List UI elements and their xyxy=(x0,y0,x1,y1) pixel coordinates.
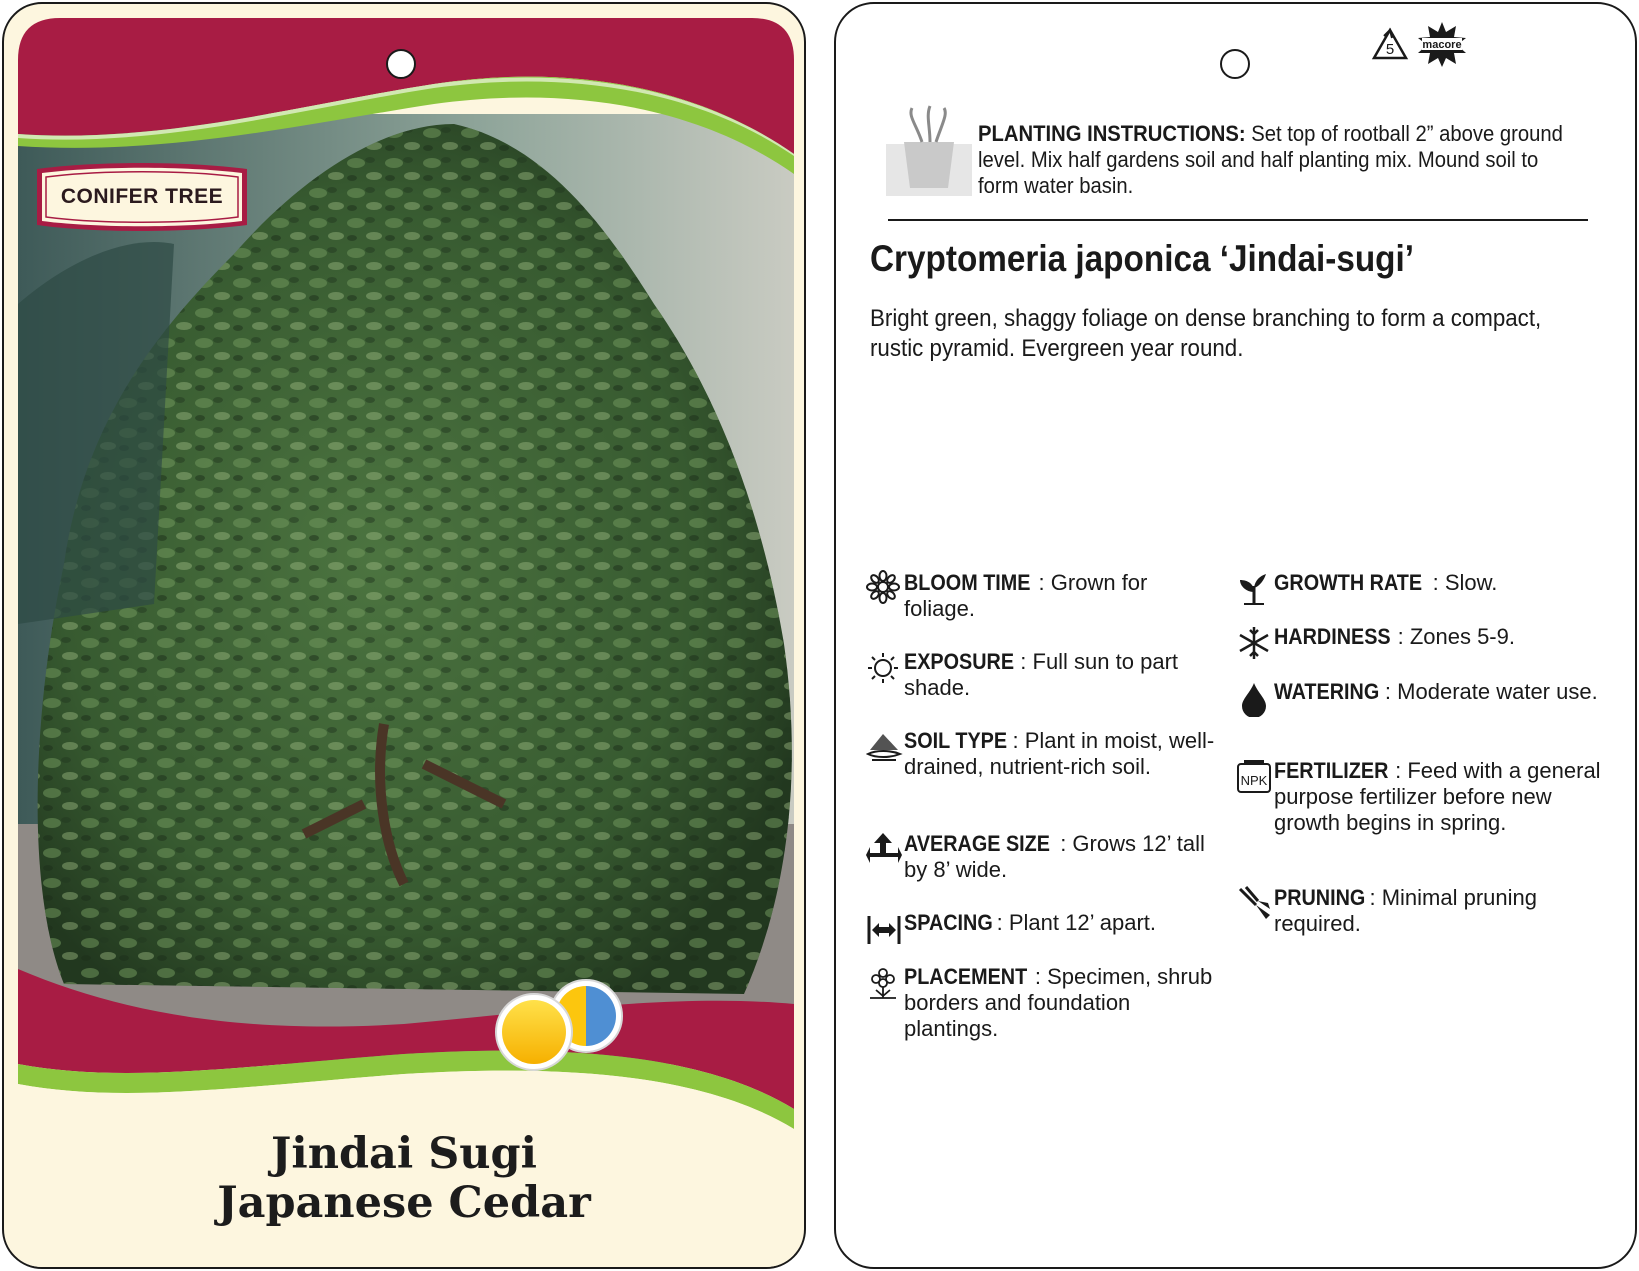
size-icon xyxy=(866,831,904,869)
attr-text: Full sun to part shade. xyxy=(904,649,1179,700)
attr-label: GROWTH RATE xyxy=(1274,570,1423,595)
sun-icon xyxy=(866,649,904,687)
pruners-icon xyxy=(1236,885,1274,923)
attr-label: PRUNING xyxy=(1274,885,1366,910)
soil-icon xyxy=(866,728,904,766)
attr-label: AVERAGE SIZE xyxy=(904,831,1050,856)
attr-text: Feed with a general purpose fertilizer before new growth begins in spring. xyxy=(1274,758,1601,835)
recycle-number: 5 xyxy=(1385,41,1395,58)
attr-text: Plant 12’ apart. xyxy=(1008,910,1157,935)
category-badge xyxy=(35,159,249,235)
attr-label: FERTILIZER xyxy=(1274,758,1389,783)
category-label: CONIFER TREE xyxy=(60,185,224,208)
npk-icon xyxy=(1236,758,1274,796)
placement-icon xyxy=(866,964,904,1002)
hang-hole xyxy=(1220,49,1250,79)
attr-text: Grown for foliage. xyxy=(904,570,1148,621)
attr-label: WATERING xyxy=(1274,679,1380,704)
back-tag: 5 macore PLANTING INSTRUCTIONS: Set top of rootball 2” above ground level. Mix half gardens soil and half planting mix. Mound soil to form water basin. Cryptomeria japonica ‘Jindai-sugi’ Bright green, shaggy foliage on dense branching to form a compact, rustic pyramid. Evergreen year round. BLOOM TIME : Grown for foliage. EXPOSURE : Full sun to part shade. SOIL TYPE : Plant in moist, well-drained, nutrient-rich soil. AVERAGE SIZE : Grows 12’ tall by 8’ wide. SPACING : Plant 12’ apart. PLACEMENT : Specimen, shrub borders and foundation plantings. GROWTH RATE : Slow. HARDINESS : Zones 5-9. WATERING : Moderate water use. NPK FERTILIZER : Feed with a general purpose fertilizer before new growth begins in spring. PRUNING : Minimal pruning required. xyxy=(834,2,1637,1269)
attr-text: Grows 12’ tall by 8’ wide. xyxy=(904,831,1205,882)
front-tag xyxy=(2,2,806,1269)
attr-text: Slow. xyxy=(1444,570,1498,595)
attr-text: Plant in moist, well-drained, nutrient-rich soil. xyxy=(904,728,1215,779)
plant-description: Bright green, shaggy foliage on dense branching to form a compact, rustic pyramid. Evergreen year round. xyxy=(870,305,1542,362)
attr-label: HARDINESS xyxy=(1274,624,1391,649)
spacing-icon xyxy=(866,910,904,948)
botanical-name: Cryptomeria japonica ‘Jindai-sugi’ xyxy=(870,238,1415,279)
attr-label: SPACING xyxy=(904,910,993,935)
hang-hole xyxy=(386,49,416,79)
attr-label: BLOOM TIME xyxy=(904,570,1031,595)
flower-icon xyxy=(866,570,904,608)
attr-label: EXPOSURE xyxy=(904,649,1015,674)
attr-label: SOIL TYPE xyxy=(904,728,1008,753)
planting-label: PLANTING INSTRUCTIONS: xyxy=(978,121,1246,146)
water-drop-icon xyxy=(1236,679,1274,717)
snowflake-icon xyxy=(1236,624,1274,662)
svg-text:NPK: NPK xyxy=(1240,773,1268,788)
divider-rule xyxy=(888,219,1588,221)
planting-instructions xyxy=(978,121,1567,199)
full-sun-icon xyxy=(496,994,572,1070)
attr-label: PLACEMENT xyxy=(904,964,1028,989)
attr-text: Moderate water use. xyxy=(1397,679,1598,704)
macore-logo xyxy=(1416,20,1468,68)
planting-pot-icon xyxy=(886,104,972,196)
brand-name: macore xyxy=(1422,39,1462,51)
recycle-icon xyxy=(1370,26,1410,66)
attr-text: Minimal pruning required. xyxy=(1274,885,1537,936)
planting-text: Set top of rootball 2” above ground level. Mix half gardens soil and half planting mix. Mound soil to form water basin. xyxy=(978,121,1563,198)
attr-text: Specimen, shrub borders and foundation plantings. xyxy=(904,964,1213,1041)
sprout-icon xyxy=(1236,570,1274,608)
common-name-line1: Jindai Sugi xyxy=(271,1129,537,1179)
attr-text: Zones 5-9. xyxy=(1409,624,1515,649)
common-name-line2: Japanese Cedar xyxy=(217,1178,591,1228)
